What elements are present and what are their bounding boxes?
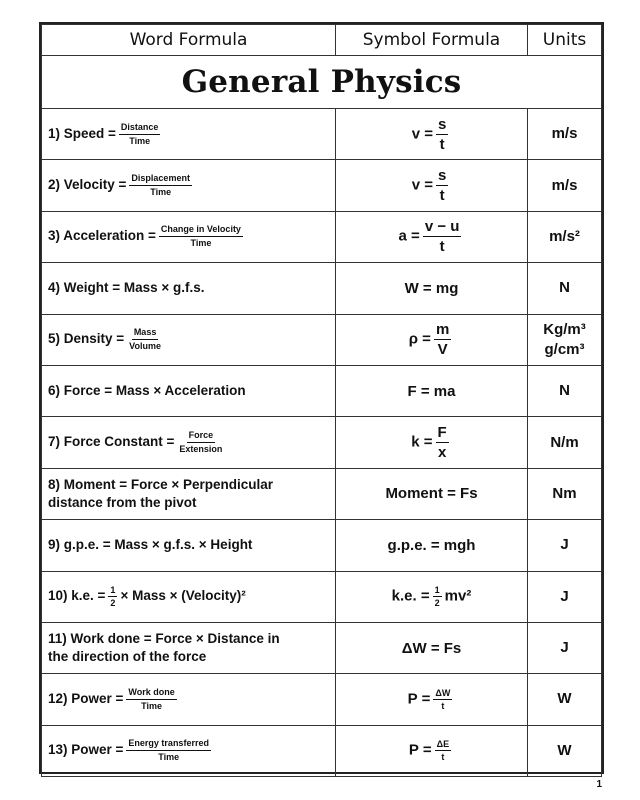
table-row — [42, 263, 602, 314]
symbol-rhs: mv² — [444, 587, 472, 605]
symbol-lhs: P = — [407, 690, 431, 708]
word-fraction — [177, 430, 224, 455]
word-prefix: 3) Acceleration = — [48, 228, 156, 244]
word-numerator: Force — [187, 430, 216, 443]
word-formula: 6) Force = Mass × Acceleration — [42, 365, 336, 416]
unit-cell: J — [528, 520, 602, 571]
word-denominator: Time — [150, 187, 172, 198]
word-line-2: distance from the pivot — [48, 494, 197, 510]
symbol-lhs: a = — [398, 227, 420, 245]
word-prefix: 12) Power = — [48, 691, 124, 707]
symbol-formula — [336, 314, 528, 365]
word-numerator: 1 — [110, 585, 116, 596]
symbol-formula: ΔW = Fs — [336, 622, 528, 673]
word-formula — [42, 314, 336, 365]
symbol-fraction — [433, 585, 442, 608]
table-row — [42, 211, 602, 262]
word-numerator: Energy transferred — [126, 738, 211, 751]
word-formula — [42, 468, 336, 519]
symbol-denominator: t — [439, 187, 445, 205]
word-formula — [42, 725, 336, 776]
word-denominator: 2 — [110, 598, 116, 609]
word-numerator: Change in Velocity — [159, 224, 243, 237]
symbol-formula — [336, 417, 528, 468]
word-formula — [42, 109, 336, 160]
symbol-numerator: s — [437, 115, 447, 133]
symbol-formula: g.p.e. = mgh — [336, 520, 528, 571]
unit-cell: m/s — [528, 109, 602, 160]
symbol-lhs: v = — [411, 125, 433, 143]
table-row — [42, 725, 602, 776]
word-formula — [42, 211, 336, 262]
page-number: 1 — [596, 779, 602, 790]
symbol-formula: F = ma — [336, 365, 528, 416]
table-row — [42, 571, 602, 622]
word-prefix: 7) Force Constant = — [48, 434, 175, 450]
word-denominator: Time — [129, 135, 151, 146]
word-formula: 9) g.p.e. = Mass × g.f.s. × Height — [42, 520, 336, 571]
symbol-formula: W = mg — [336, 263, 528, 314]
symbol-denominator: t — [441, 700, 445, 711]
word-fraction — [119, 122, 161, 147]
table-row — [42, 622, 602, 673]
symbol-fraction — [423, 218, 462, 255]
formula-table — [41, 24, 602, 777]
symbol-fraction — [435, 739, 451, 762]
word-numerator: Work done — [126, 687, 176, 700]
word-line-1: 8) Moment = Force × Perpendicular — [48, 476, 274, 492]
unit-cell: J — [528, 571, 602, 622]
word-numerator: Distance — [119, 122, 161, 135]
symbol-formula — [336, 211, 528, 262]
symbol-numerator: ΔE — [436, 739, 450, 750]
table-row — [42, 468, 602, 519]
unit-cell: m/s — [528, 160, 602, 211]
word-formula: 4) Weight = Mass × g.f.s. — [42, 263, 336, 314]
unit-cell: Nm — [528, 468, 602, 519]
symbol-fraction — [436, 167, 448, 204]
formula-sheet — [39, 22, 604, 774]
unit-cell: m/s² — [528, 211, 602, 262]
word-denominator: Time — [190, 238, 212, 249]
unit-cell: W — [528, 725, 602, 776]
table-row — [42, 365, 602, 416]
symbol-lhs: v = — [411, 176, 433, 194]
symbol-formula — [336, 160, 528, 211]
symbol-numerator: 1 — [434, 585, 440, 596]
symbol-numerator: v − u — [424, 218, 460, 236]
word-formula-header: Word Formula — [42, 25, 336, 56]
symbol-numerator: s — [437, 167, 447, 185]
word-numerator: Displacement — [129, 173, 192, 186]
units-header: Units — [528, 25, 602, 56]
word-denominator: Extension — [179, 444, 223, 455]
title-row — [42, 56, 602, 109]
symbol-denominator: x — [437, 444, 447, 462]
symbol-denominator: 2 — [434, 598, 440, 609]
unit-cell: N — [528, 263, 602, 314]
unit-primary: Kg/m³ — [543, 320, 586, 338]
symbol-lhs: k = — [411, 433, 433, 451]
symbol-lhs: P = — [408, 741, 432, 759]
word-fraction — [126, 738, 211, 763]
word-denominator: Time — [141, 700, 163, 711]
word-suffix: × Mass × (Velocity)² — [120, 588, 246, 604]
symbol-numerator: F — [437, 424, 447, 442]
word-formula — [42, 417, 336, 468]
unit-cell: N/m — [528, 417, 602, 468]
unit-cell: J — [528, 622, 602, 673]
symbol-lhs: k.e. = — [391, 587, 430, 605]
unit-secondary: g/cm³ — [544, 340, 585, 358]
symbol-formula-header: Symbol Formula — [336, 25, 528, 56]
word-fraction — [127, 327, 163, 352]
unit-cell: N — [528, 365, 602, 416]
table-row — [42, 520, 602, 571]
word-fraction — [126, 687, 176, 712]
word-prefix: 13) Power = — [48, 742, 124, 758]
page-title: General Physics — [42, 56, 602, 109]
unit-cell — [528, 314, 602, 365]
table-row — [42, 160, 602, 211]
symbol-formula: Moment = Fs — [336, 468, 528, 519]
word-line-1: 11) Work done = Force × Distance in — [48, 631, 280, 647]
word-formula — [42, 160, 336, 211]
symbol-denominator: t — [439, 238, 445, 256]
symbol-lhs: ρ = — [408, 330, 431, 348]
word-formula — [42, 674, 336, 725]
symbol-fraction — [434, 321, 451, 358]
header-row — [42, 25, 602, 56]
table-row — [42, 109, 602, 160]
symbol-denominator: t — [439, 135, 445, 153]
symbol-fraction — [433, 688, 452, 711]
word-formula — [42, 622, 336, 673]
symbol-fraction — [436, 424, 449, 461]
table-row — [42, 314, 602, 365]
symbol-fraction — [436, 116, 448, 153]
symbol-denominator: V — [437, 341, 448, 359]
symbol-formula — [336, 725, 528, 776]
word-fraction — [108, 585, 117, 608]
symbol-numerator: m — [435, 321, 450, 339]
word-prefix: 1) Speed = — [48, 125, 116, 141]
symbol-formula — [336, 674, 528, 725]
word-prefix: 10) k.e. = — [48, 588, 106, 604]
word-prefix: 5) Density = — [48, 331, 125, 347]
word-fraction — [159, 224, 243, 249]
symbol-formula — [336, 571, 528, 622]
symbol-numerator: ΔW — [435, 687, 451, 698]
table-row — [42, 674, 602, 725]
symbol-denominator: t — [441, 752, 445, 763]
word-denominator: Time — [158, 752, 180, 763]
word-numerator: Mass — [132, 327, 159, 340]
word-prefix: 2) Velocity = — [48, 177, 127, 193]
table-row — [42, 417, 602, 468]
word-denominator: Volume — [129, 341, 161, 352]
word-formula — [42, 571, 336, 622]
word-fraction — [129, 173, 192, 198]
symbol-formula — [336, 109, 528, 160]
unit-cell: W — [528, 674, 602, 725]
word-line-2: the direction of the force — [48, 649, 207, 665]
